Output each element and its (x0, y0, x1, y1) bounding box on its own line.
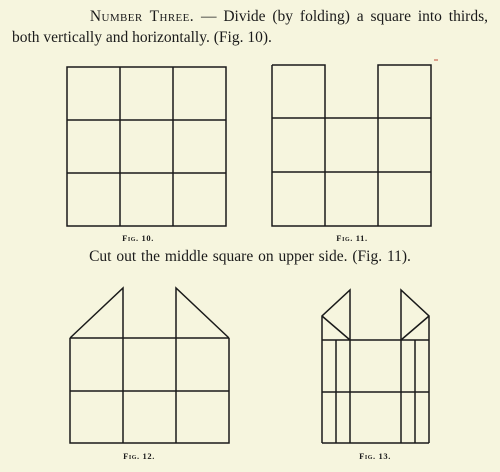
instruction-text: Cut out the middle square on upper side. (Fig. 11). (89, 248, 411, 265)
fig-12-diagram (70, 288, 229, 443)
fig-13-left-crease (322, 316, 350, 340)
fig-13-caption: Fig. 13. (359, 451, 391, 461)
section-lead: Number Three. (89, 8, 195, 25)
fig-12-left-flap (70, 288, 123, 338)
fig-13-diagram (322, 290, 429, 443)
fig-10-outline (67, 67, 226, 226)
fig-10-caption: Fig. 10. (122, 233, 154, 243)
fig-10-diagram (67, 67, 226, 226)
fig-11-outline (272, 65, 431, 226)
intro-text-line2: both vertically and horizontally. (Fig. 10). (12, 29, 272, 46)
fig-13-right-crease (401, 316, 429, 340)
intro-text-line1: — Divide (by folding) a square into thirds, (194, 8, 488, 25)
fig-12-right-flap (176, 288, 229, 338)
fig-11-caption: Fig. 11. (336, 233, 368, 243)
fig-12-caption: Fig. 12. (123, 451, 155, 461)
fig-11-diagram (272, 60, 438, 226)
